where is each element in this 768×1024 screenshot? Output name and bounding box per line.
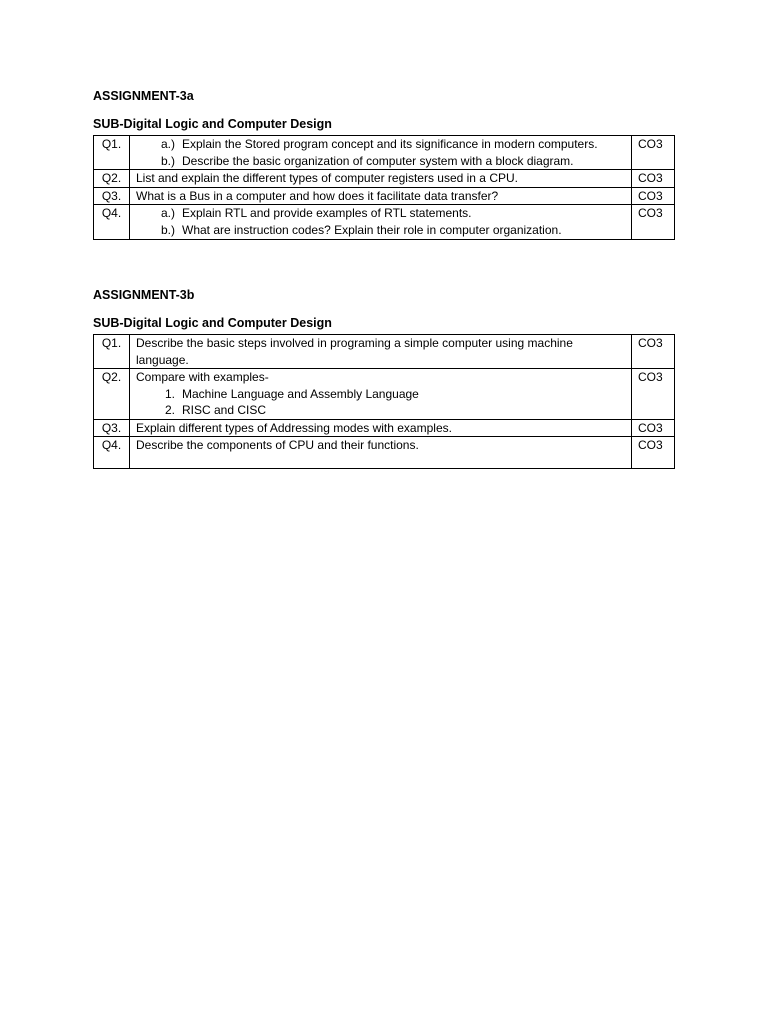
table-row: [94, 419, 675, 437]
list-marker: 2.: [164, 403, 175, 417]
list-item-text: RISC and CISC: [182, 403, 267, 417]
question-text: What is a Bus in a computer and how does it facilitate data transfer?: [130, 187, 632, 205]
assignment-title: ASSIGNMENT-3a: [93, 89, 194, 103]
course-outcome: CO3: [632, 335, 675, 369]
question-text: [130, 136, 632, 170]
list-item-text: What are instruction codes? Explain their role in computer organization.: [182, 222, 562, 237]
assignment-title: ASSIGNMENT-3b: [93, 288, 195, 302]
course-outcome: CO3: [632, 419, 675, 437]
question-number: Q2.: [94, 170, 130, 188]
list-marker: b.): [160, 153, 175, 168]
list-item: [136, 222, 625, 240]
question-text: List and explain the different types of computer registers used in a CPU.: [130, 170, 632, 188]
question-text: Describe the components of CPU and their functions.: [130, 437, 632, 469]
table-row: [94, 437, 675, 469]
question-number: Q1.: [94, 136, 130, 170]
list-item: [136, 386, 625, 403]
question-table: [93, 135, 675, 240]
list-item-text: Describe the basic organization of computer system with a block diagram.: [182, 153, 574, 168]
question-number: Q2.: [94, 369, 130, 420]
table-row: [94, 335, 675, 369]
question-number: Q3.: [94, 419, 130, 437]
course-outcome: CO3: [632, 369, 675, 420]
list-marker: a.): [160, 206, 175, 220]
table-row: [94, 170, 675, 188]
list-item: [136, 205, 625, 222]
list-item: [136, 153, 625, 170]
assignment-subject: SUB-Digital Logic and Computer Design: [93, 117, 332, 131]
table-row: [94, 369, 675, 420]
assignment-3a: [93, 88, 675, 240]
list-item-text: Explain the Stored program concept and its significance in modern computers.: [182, 137, 598, 151]
course-outcome: CO3: [632, 437, 675, 469]
course-outcome: CO3: [632, 205, 675, 240]
question-intro: Compare with examples-: [136, 370, 269, 384]
question-number: Q4.: [94, 437, 130, 469]
assignment-3b: [93, 287, 675, 469]
list-item: [136, 402, 625, 419]
list-marker: a.): [160, 137, 175, 151]
table-row: [94, 187, 675, 205]
course-outcome: CO3: [632, 170, 675, 188]
question-number: Q1.: [94, 335, 130, 369]
table-row: [94, 136, 675, 170]
question-text: Explain different types of Addressing modes with examples.: [130, 419, 632, 437]
list-item: [136, 136, 625, 153]
list-item-text: Machine Language and Assembly Language: [182, 386, 419, 401]
list-marker: b.): [160, 222, 175, 237]
question-number: Q3.: [94, 187, 130, 205]
table-row: [94, 205, 675, 240]
assignment-subject: SUB-Digital Logic and Computer Design: [93, 316, 332, 330]
question-text: [130, 369, 632, 420]
list-marker: 1.: [164, 386, 175, 401]
list-item-text: Explain RTL and provide examples of RTL statements.: [182, 206, 472, 220]
course-outcome: CO3: [632, 136, 675, 170]
question-number: Q4.: [94, 205, 130, 240]
question-table: [93, 334, 675, 469]
question-text: [130, 205, 632, 240]
course-outcome: CO3: [632, 187, 675, 205]
question-text: Describe the basic steps involved in programing a simple computer using machine language.: [130, 335, 632, 369]
